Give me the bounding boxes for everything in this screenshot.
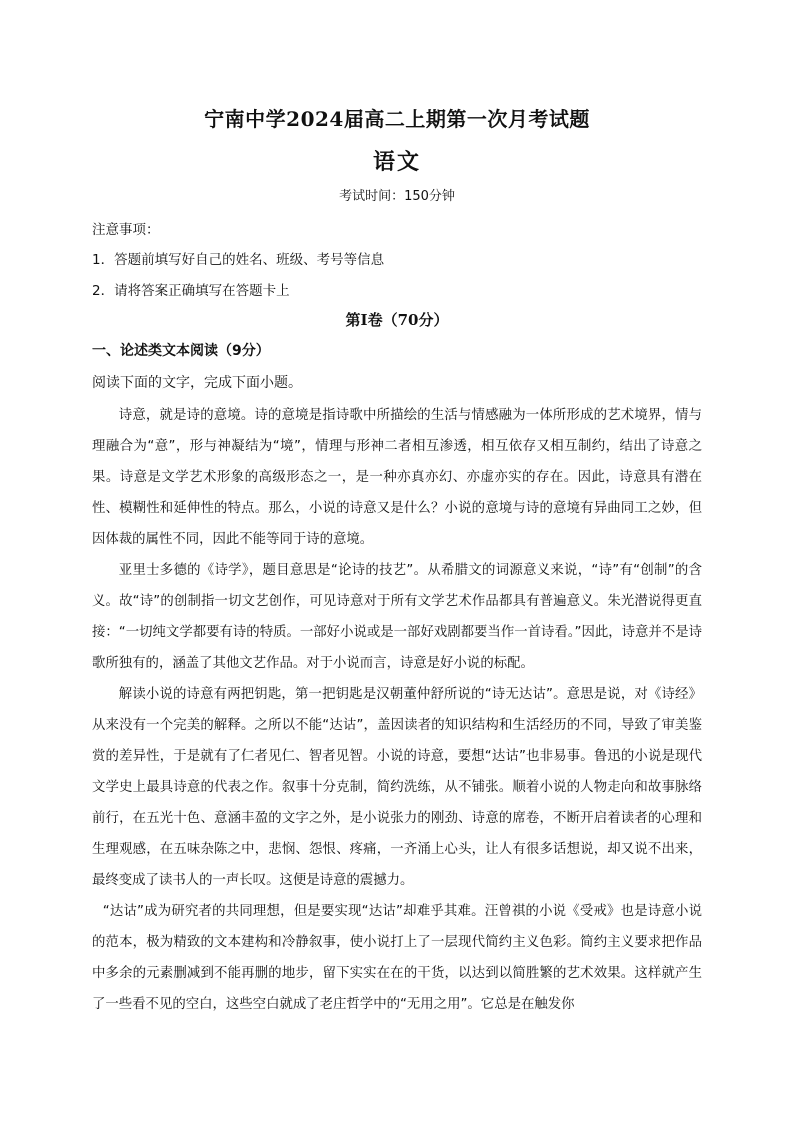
passage-paragraph-4: “达诂”成为研究者的共同理想，但是要实现“达诂”却难乎其难。汪曾祺的小说《受戒》也是诗意小说的范本，极为精致的文本建构和冷静叙事，使小说打上了一层现代简约主义色彩。简约主义要求把作品中多余的元素删减到不能再删的地步，留下实实在在的干货，以达到以简胜繁的艺术效果。这样就产生了一些看不见的空白，这些空白就成了老庄哲学中的“无用之用”。它总是在触发你 xyxy=(92,904,702,1012)
volume-title: 第I卷（70分） xyxy=(345,311,449,329)
section-heading: 一、论述类文本阅读（9分） xyxy=(92,343,270,359)
exam-time: 考试时间：150分钟 xyxy=(339,189,455,204)
passage-paragraph-1: 诗意，就是诗的意境。诗的意境是指诗歌中所描绘的生活与情感融为一体所形成的艺术境界，情与理融合为“意”，形与神凝结为“境”，情理与形神二者相互渗透，相互依存又相互制约，结出了诗意之果。诗意是文学艺术形象的高级形态之一，是一种亦真亦幻、亦虚亦实的存在。因此，诗意具有潜在性、模糊性和延伸性的特点。那么，小说的诗意又是什么？小说的意境与诗的意境有异曲同工之妙，但因体裁的属性不同，因此不能等同于诗的意境。 xyxy=(92,408,702,547)
passage-paragraph-3: 解读小说的诗意有两把钥匙，第一把钥匙是汉朝董仲舒所说的“诗无达诂”。意思是说，对《诗经》从来没有一个完美的解释。之所以不能“达诂”，盖因读者的知识结构和生活经历的不同，导致了审美鉴赏的差异性，于是就有了仁者见仁、智者见智。小说的诗意，要想“达诂”也非易事。鲁迅的小说是现代文学史上最具诗意的代表之作。叙事十分克制，简约洗练，从不铺张。顺着小说的人物走向和故事脉络前行，在五光十色、意涵丰盈的文字之外，是小说张力的刚劲、诗意的席卷，不断开启着读者的心理和生理观感，在五味杂陈之中，悲悯、怨恨、疼痛，一齐涌上心头，让人有很多话想说，却又说不出来，最终变成了读书人的一声长叹。这便是诗意的震撼力。 xyxy=(92,687,702,888)
notes-heading: 注意事项： xyxy=(92,222,160,238)
exam-title: 宁南中学2024届高二上期第一次月考试题 xyxy=(204,107,590,131)
note-item-2: 2．请将答案正确填写在答题卡上 xyxy=(92,283,290,299)
note-item-1: 1．答题前填写好自己的姓名、班级、考号等信息 xyxy=(92,252,385,268)
reading-instruction: 阅读下面的文字，完成下面小题。 xyxy=(92,375,302,391)
reading-passage xyxy=(92,400,702,1020)
subject-title: 语文 xyxy=(372,149,421,175)
passage-paragraph-2: 亚里士多德的《诗学》，题目意思是“论诗的技艺”。从希腊文的词源意义来说，“诗”有“创制”的含义。故“诗”的创制指一切文艺创作，可见诗意对于所有文学艺术作品都具有普遍意义。朱光潜说得更直接：“一切纯文学都要有诗的特质。一部好小说或是一部好戏剧都要当作一首诗看。”因此，诗意并不是诗歌所独有的，涵盖了其他文艺作品。对于小说而言，诗意是好小说的标配。 xyxy=(92,563,702,671)
